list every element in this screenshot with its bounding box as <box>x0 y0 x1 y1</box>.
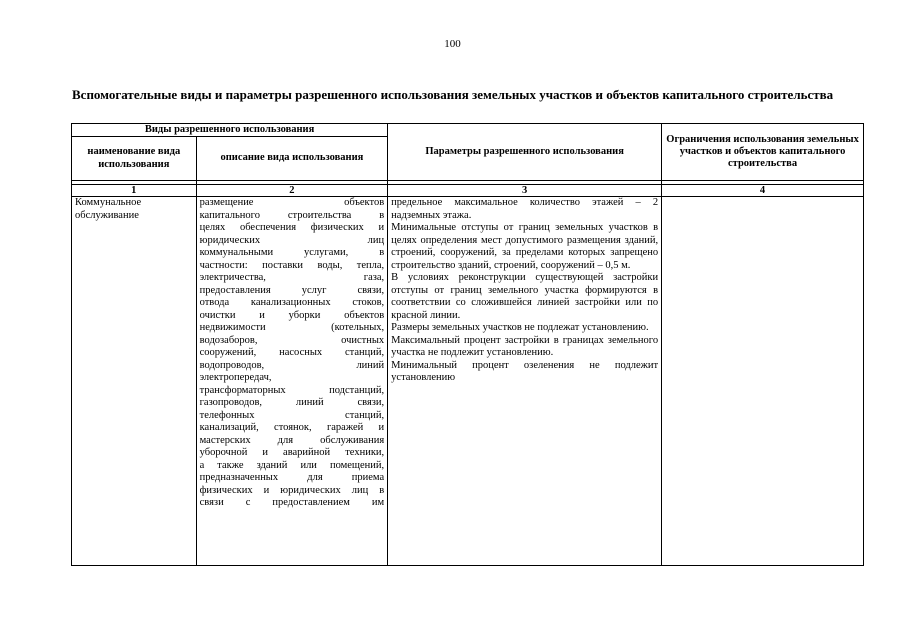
description-line: коммунальными услугами, в <box>199 247 385 258</box>
parameter-paragraph: Минимальный процент озеленения не подлежит установлению <box>391 359 659 383</box>
description-line: телефонных станций, <box>199 409 385 421</box>
description-line: капитального строительства в <box>199 209 385 221</box>
cell-restrictions <box>662 197 864 566</box>
page-number: 100 <box>444 38 461 50</box>
description-line: а также зданий или помещений, <box>199 459 385 471</box>
column-number-2: 2 <box>196 185 388 197</box>
description-line: канализаций, стоянок, гаражей и <box>199 422 385 433</box>
cell-parameters <box>388 197 662 566</box>
description-line: целях обеспечения физических и <box>199 222 385 233</box>
parameter-paragraph: Размеры земельных участков не подлежат установлению. <box>391 322 649 333</box>
description-line: размещение объектов <box>199 197 385 208</box>
parameter-paragraph: предельное максимальное количество этажей – 2 надземных этажа. <box>391 197 659 221</box>
description-line: физических и юридических лиц в <box>199 484 385 496</box>
table-row <box>72 197 864 566</box>
parameter-paragraph: Максимальный процент застройки в границах земельного участка не подлежит установлению. <box>391 334 659 358</box>
land-use-table <box>71 123 864 566</box>
header-parameters: Параметры разрешенного использования <box>388 124 662 181</box>
cell-use-description <box>196 197 388 566</box>
description-line: водозаборов, очистных <box>199 334 385 346</box>
description-line: газопроводов, линий связи, <box>199 397 385 408</box>
description-line: водопроводов, линий <box>199 359 385 371</box>
column-number-4: 4 <box>662 185 864 197</box>
description-line: отвода канализационных стоков, <box>199 297 385 308</box>
header-name: наименование вида использования <box>72 137 197 181</box>
description-line: электропередач, <box>199 372 272 383</box>
column-number-3: 3 <box>388 185 662 197</box>
description-line: предоставления услуг связи, <box>199 284 385 296</box>
description-line: электричества, газа, <box>199 272 385 283</box>
description-line: сооружений, насосных станций, <box>199 347 385 358</box>
description-line: очистки и уборки объектов <box>199 309 385 321</box>
parameter-paragraph: В условиях реконструкции существующей застройки отступы от границ земельного участка формируются в соответствии со сложившейся линией застройки или по красной линии. <box>391 272 659 321</box>
description-line: недвижимости (котельных, <box>199 322 385 333</box>
header-description: описание вида использования <box>196 137 388 181</box>
description-line: юридических лиц <box>199 234 385 246</box>
cell-use-name: Коммунальное обслуживание <box>72 197 197 566</box>
description-line: трансформаторных подстанций, <box>199 384 385 396</box>
header-group-types: Виды разрешенного использования <box>72 124 388 137</box>
parameter-paragraph: Минимальные отступы от границ земельных участков в целях определения мест допустимого размещения зданий, строений, сооружений, за пределами которых запрещено строительство зданий, строений, сооружений – 0,5 м. <box>391 222 659 271</box>
header-restrictions: Ограничения использования земельных участков и объектов капитального строительства <box>662 124 864 181</box>
description-line: уборочной и аварийной техники, <box>199 447 385 458</box>
description-line: предназначенных для приема <box>199 472 385 483</box>
document-title: Вспомогательные виды и параметры разрешенного использования земельных участков и объектов капитального строительства <box>72 87 834 102</box>
description-line: мастерских для обслуживания <box>199 434 385 446</box>
column-number-1: 1 <box>72 185 197 197</box>
description-line: частности: поставки воды, тепла, <box>199 259 385 271</box>
description-line: связи с предоставлением им <box>199 497 385 508</box>
